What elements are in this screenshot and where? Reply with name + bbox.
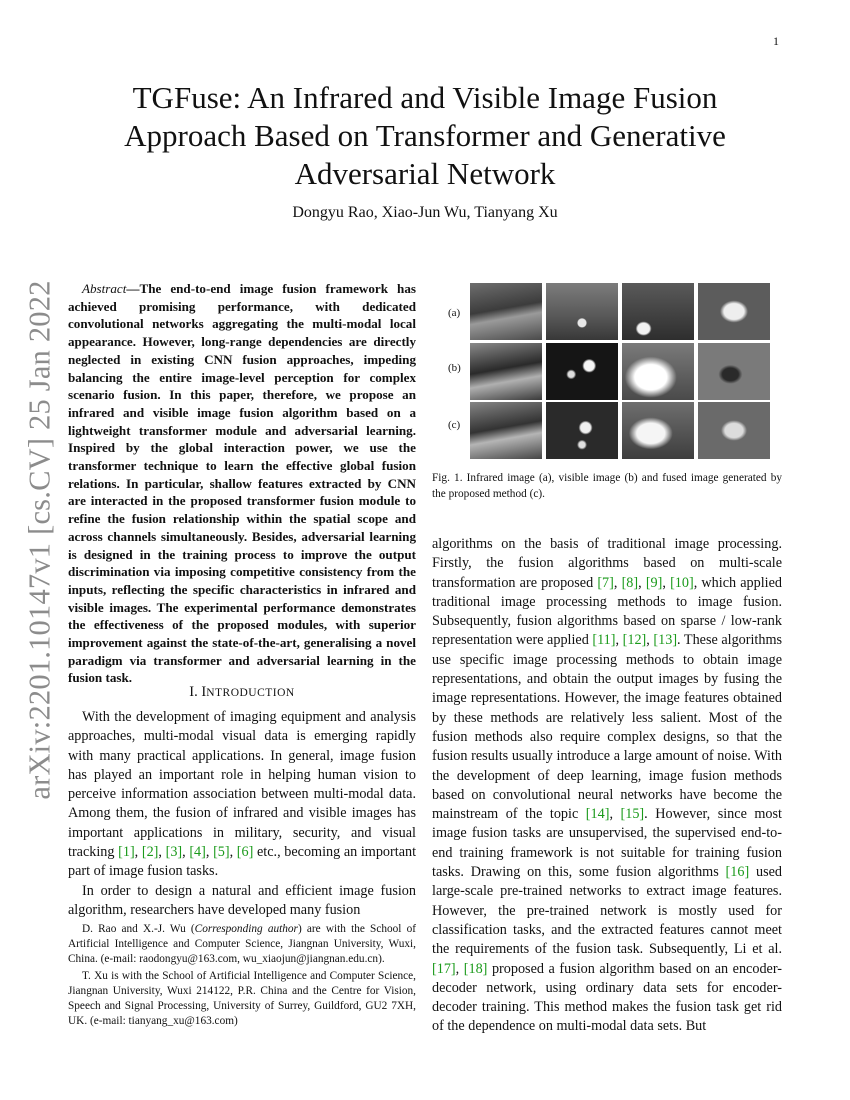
footnote — [68, 922, 416, 968]
citation[interactable]: [18] — [463, 960, 488, 977]
arxiv-stamp — [10, 280, 70, 800]
intro-text: etc., becoming an important part of image fusion tasks. — [68, 844, 417, 880]
figure-image-grid — [470, 283, 770, 459]
fused-image — [546, 402, 618, 459]
footnote-text: ) are with the School of Artificial Intelligence and Computer Science, Jiangnan University, Wuxi, China. (e-mail: raodongyu@163.com, wu_xiaojun@jiangnan.edu.cn). — [68, 923, 416, 966]
citation[interactable]: [16] — [725, 864, 750, 881]
figure-row-label: (c) — [448, 419, 461, 431]
citation[interactable]: [4] — [189, 844, 206, 861]
intro-paragraph: With the development of imaging equipment and analysis approaches, multi-modal visual data is emerging rapidly with many practical applications. In general, image fusion has played an important role in helping human vision to perceive information association between multi-modal data. Among them, the fusion of infrared and visible images has important applications in military, security, and visual tracking [1], [2], [3], [4], [5], [6] etc., becoming an important part of image fusion tasks. — [68, 709, 417, 880]
footnote: T. Xu is with the School of Artificial Intelligence and Computer Science, Jiangnan University, Wuxi 214122, P.R. China and the Centre for Vision, Speech and Signal Processing, University of Surrey, Guildford, GU2 7XH, UK. (e-mail: tianyang_xu@163.com) — [68, 969, 416, 1028]
title-line: Approach Based on Transformer and Generative — [124, 118, 726, 153]
citation[interactable]: [13] — [653, 632, 678, 649]
body-text: . These algorithms use specific image processing methods to obtain image representations, and obtain the output images by fusing the image representations. However, the image features obtained by these methods are relatively less salient. Most of the fusion methods also require complex designs, so that the fusion results usually introduce a large amount of noise. With the development of deep learning, image fusion methods based on convolutional neural networks have become the mainstream of the topic — [432, 632, 783, 823]
citation[interactable]: [9] — [645, 574, 663, 591]
infrared-image — [546, 283, 618, 340]
visible-image — [546, 343, 618, 400]
body-text: proposed a fusion algorithm based on an encoder-decoder network, using ordinary data sets for encoder-decoder training. This method makes the fusion task get rid of the dependence on multi-modal data sets. But — [432, 960, 782, 1035]
footnote-emphasis: Corresponding author — [194, 923, 298, 935]
section-title-rest: NTRODUCTION — [206, 687, 295, 699]
citation[interactable]: [10] — [670, 574, 694, 591]
intro-paragraph: In order to design a natural and efficient image fusion algorithm, researchers have developed many fusion — [68, 882, 416, 918]
visible-image — [470, 343, 542, 400]
section-number: I. — [189, 684, 202, 700]
body-text: algorithms on the basis of traditional image processing. Firstly, the fusion algorithms based on multi-scale transformation are proposed — [432, 536, 782, 591]
citation[interactable]: [3] — [165, 844, 183, 861]
citation[interactable]: [15] — [620, 806, 645, 823]
figure-row-label: (a) — [448, 307, 461, 319]
body-text: , which applied traditional image processing methods to image fusion. Subsequently, fusion algorithms based on sparse / low-rank representation were applied — [432, 574, 783, 649]
fused-image — [470, 402, 542, 459]
citation[interactable]: [5] — [213, 844, 230, 861]
citation[interactable]: [17] — [432, 960, 456, 977]
citation[interactable]: [14] — [585, 806, 610, 823]
footnotes — [68, 922, 416, 1030]
citation[interactable]: [11] — [592, 632, 616, 649]
citation[interactable]: [8] — [621, 574, 639, 591]
citation[interactable]: [6] — [236, 844, 254, 861]
visible-image — [698, 343, 770, 400]
body-text: used large-scale pre-trained networks to extract image features. However, the pre-trained network is mostly used for classification tasks, and the extracted features cannot meet the requirements of the fusion task. Subsequently, Li et al. — [432, 864, 782, 958]
page-number: 1 — [773, 34, 779, 48]
paper-title — [80, 79, 770, 193]
citation[interactable]: [2] — [141, 844, 159, 861]
infrared-image — [470, 283, 542, 340]
citation[interactable]: [12] — [622, 632, 647, 649]
right-column-body — [432, 535, 782, 1037]
abstract-lead: Abstract — [82, 281, 127, 296]
footnote-text: D. Rao and X.-J. Wu ( — [82, 923, 195, 935]
abstract-text: —The end-to-end image fusion framework has achieved promising performance, with dedicated convolutional networks aggregating the multi-modal local appearance. However, long-range dependencies are directly neglected in existing CNN fusion approaches, impeding balancing the entire image-level perception for complex scenario fusion. In this paper, therefore, we propose an infrared and visible image fusion algorithm based on a lightweight transformer module and adversarial learning. Inspired by the global interaction power, we use the transformer technique to learn the effective global fusion relations. In particular, shallow features extracted by CNN are interacted in the proposed transformer fusion module to refine the fusion relationship within the spatial scope and across channels simultaneously. Besides, adversarial learning is designed in the training process to improve the output discrimination via imposing competitive consistency from the inputs, reflecting the specific characteristics in infrared and visible images. The experimental performance demonstrates the effectiveness of the proposed modules, with superior improvement against the state-of-the-art, generalising a novel paradigm via transformer and adversarial learning in the fusion task. — [68, 281, 416, 686]
infrared-image — [622, 283, 694, 340]
body-text: . However, since most image fusion tasks are unsupervised, the supervised end-to-end training framework is not suitable for training fusion tasks. Drawing on this, some fusion algorithms — [432, 806, 782, 881]
fused-image — [698, 402, 770, 459]
figure-row-label: (b) — [448, 362, 461, 374]
introduction-body — [68, 708, 416, 920]
visible-image — [622, 343, 694, 400]
title-line: TGFuse: An Infrared and Visible Image Fusion — [132, 80, 718, 115]
citation[interactable]: [7] — [597, 574, 614, 591]
body-paragraph: algorithms on the basis of traditional image processing. Firstly, the fusion algorithms based on multi-scale transformation are proposed [7], [8], [9], [10], which applied traditional image processing methods to image fusion. Subsequently, fusion algorithms based on sparse / low-rank representation were applied [11], [12], [13]. These algorithms use specific image processing methods to obtain image representations, and obtain the output images by fusing the image representations. However, the image features obtained by these methods are relatively less salient. Most of the fusion methods also require complex designs, so that the fusion results usually introduce a large amount of noise. With the development of deep learning, image fusion methods based on convolutional neural networks have become the mainstream of the topic [14], [15]. However, since most image fusion tasks are unsupervised, the supervised end-to-end training framework is not suitable for training fusion tasks. Drawing on this, some fusion algorithms [16] used large-scale pre-trained networks to extract image features. However, the pre-trained network is mostly used for classification tasks, and the extracted features cannot meet the requirements of the fusion task. Subsequently, Li et al. [17], [18] proposed a fusion algorithm based on an encoder-decoder network, using ordinary data sets for encoder-decoder training. This method makes the fusion task get rid of the dependence on multi-modal data sets. But — [432, 536, 783, 1035]
abstract — [68, 280, 416, 687]
infrared-image — [698, 283, 770, 340]
arxiv-stamp-text: arXiv:2201.10147v1 [cs.CV] 25 Jan 2022 — [22, 280, 57, 800]
authors: Dongyu Rao, Xiao-Jun Wu, Tianyang Xu — [292, 204, 558, 221]
section-heading — [68, 684, 416, 701]
section-title-first: I — [201, 684, 207, 700]
figure-caption: Fig. 1. Infrared image (a), visible image (b) and fused image generated by the proposed method (c). — [432, 472, 782, 500]
fused-image — [622, 402, 694, 459]
citation[interactable]: [1] — [118, 844, 135, 861]
intro-text: With the development of imaging equipment and analysis approaches, multi-modal visual data is emerging rapidly with many practical applications. In general, image fusion has played an important role in helping human vision to perceive information association between multi-modal data. Among them, the fusion of infrared and visible images has important applications in military, security, and visual tracking — [68, 709, 416, 861]
title-line: Adversarial Network — [294, 156, 556, 191]
